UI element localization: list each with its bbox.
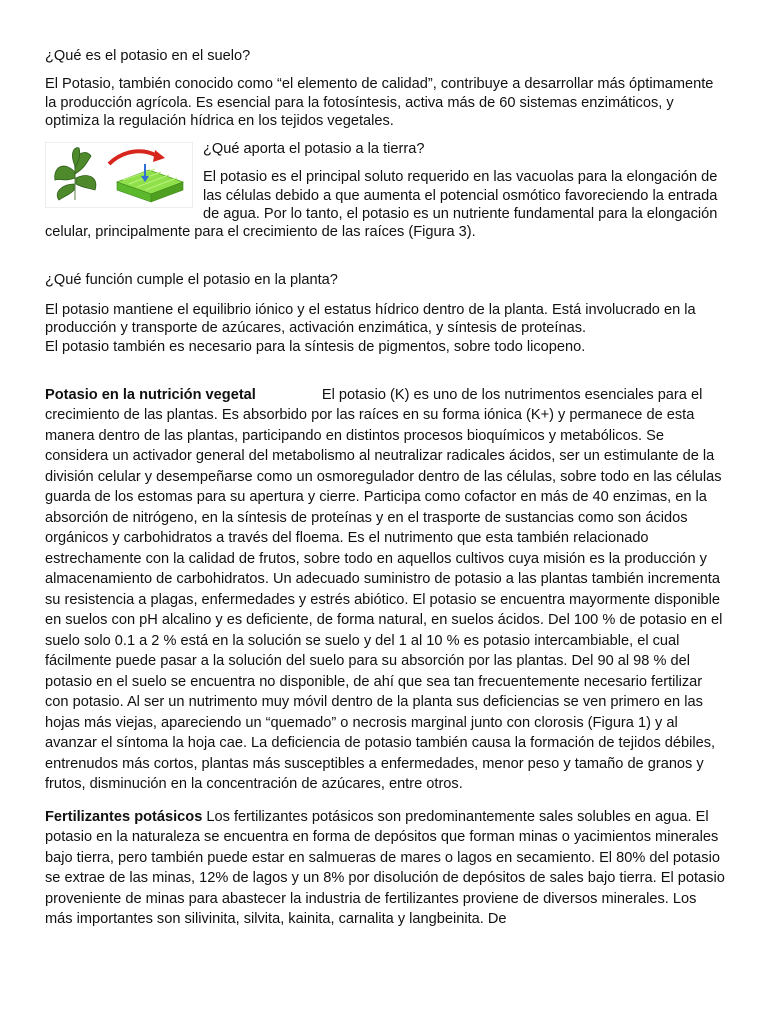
section1-question: ¿Qué es el potasio en el suelo? (45, 48, 251, 64)
plant-soil-image (45, 142, 193, 208)
section4-heading: Potasio en la nutrición vegetal (45, 386, 256, 403)
section4-text: El potasio (K) es uno de los nutrimentos esenciales para el crecimiento de las plantas. Es absorbido por las raíces en su forma iónica (K+) y permanece de esta manera dentro de las plantas, participando en distintos procesos bioquímicos y metabólicos. Se considera un activador general del metabolismo al neutralizar radicales ácidos, ser un estimulante de la división celular y desempeñarse como un osmoregulador dentro de las células, sobre todo en las células guarda de los estomas para su apertura y cierre. Participa como cofactor en más de 40 enzimas, en la absorción de nitrógeno, en la síntesis de proteínas y en el trasporte de sustancias como son ácidos orgánicos y carbohidratos a través del floema. Es el nutrimento que esta también relacionado estrechamente con la calidad de frutos, sobre todo en aquellos cultivos cuya misión es la producción y almacenamiento de carbohidratos. Un adecuado suministro de potasio a las plantas también incrementa su resistencia a plagas, enfermedades y estrés abiótico. El potasio se encuentra mayormente disponible en suelos con pH alcalino y es deficiente, de forma natural, en suelos ácidos. Del 100 % de potasio en el suelo solo 0.1 a 2 % está en la solución se suelo y del 1 al 10 % es potasio intercambiable, el cual fácilmente puede pasar a la solución del suelo para su absorción por las plantas. Del 90 al 98 % del potasio en el suelo se encuentra no disponible, de ahí que sea tan frecuentemente necesario fertilizar con potasio. Al ser un nutrimento muy móvil dentro de la planta sus deficiencias se ven primero en las hojas más viejas, apareciendo un “quemado” o necrosis marginal junto con clorosis (Figura 1) y al avanzar el síntoma la hoja cae. La deficiencia de potasio también causa la formación de tejidos débiles, entrenudos más cortos, plantas más susceptibles a enfermedades, menor peso y tamaño de granos y frutos, disminución en la concentración de azúcares, entre otros. (45, 386, 723, 793)
section3-paragraph-2: El potasio también es necesario para la síntesis de pigmentos, sobre todo licopeno. (45, 338, 586, 355)
section5-text: Los fertilizantes potásicos son predominantemente sales solubles en agua. El potasio en la naturaleza se encuentra en forma de depósitos que forman minas o yacimientos minerales bajo tierra, pero también puede estar en salmueras de mares o lagos en secamiento. El 80% del potasio se extrae de las minas, 12% de lagos y un 8% por disolución de depósitos de sales bajo tierra. El potasio proveniente de minas para abastecer la industria de fertilizantes proviene de diversos minerales. Los más importantes son silivinita, silvita, kainita, carnalita y langbeinita. De (45, 808, 725, 928)
section5-paragraph (45, 807, 725, 930)
plant-soil-illustration (45, 142, 193, 208)
section2-question: ¿Qué aporta el potasio a la tierra? (203, 141, 425, 158)
section1-paragraph: El Potasio, también conocido como “el elemento de calidad”, contribuye a desarrollar más óptimamente la producción agrícola. Es esencial para la fotosíntesis, activa más de 60 sistemas enzimáticos, y optimiza la regulación hídrica en los tejidos vegetales. (45, 76, 714, 129)
document-page (45, 45, 725, 930)
section2-paragraph: El potasio es el principal soluto requerido en las vacuolas para la elongación de las células debido a que aumenta el potencial osmótico favoreciendo la entrada de agua. Por lo tanto, el potasio es un nutriente fundamental para la elongación celular, principalmente para el crecimiento de las raíces (Figura 3). (45, 169, 718, 241)
section5-heading: Fertilizantes potásicos (45, 808, 203, 825)
section3-question: ¿Qué función cumple el potasio en la planta? (45, 271, 338, 288)
section4-paragraph (45, 385, 725, 795)
section3-paragraph-1: El potasio mantiene el equilibrio iónico y el estatus hídrico dentro de la planta. Está involucrado en la producción y transporte de azúcares, activación enzimática, y síntesis de proteínas. (45, 301, 696, 337)
section2 (45, 140, 725, 241)
